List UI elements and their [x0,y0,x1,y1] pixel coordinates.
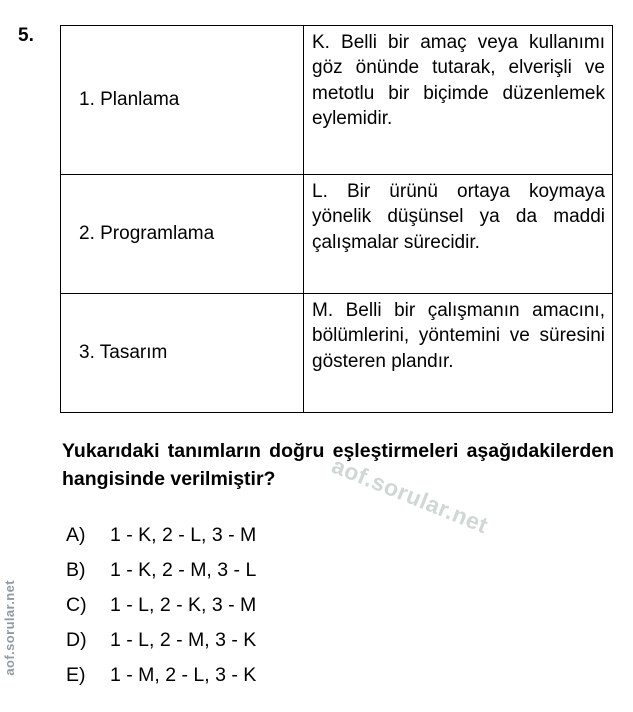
definition-text: M. Belli bir çalışmanın amacını, bölümlerini, yöntemini ve süresini gösteren plandır. [312,300,605,372]
option-text: 1 - L, 2 - K, 3 - M [110,594,257,616]
question-number: 5. [18,25,34,46]
answer-option-c[interactable] [66,588,486,623]
term-label: 3. Tasarım [79,342,168,364]
answer-option-d[interactable] [66,623,486,658]
option-letter: E) [66,664,86,686]
table-cell-definition [304,26,613,175]
table-row [61,175,613,294]
answer-option-e[interactable] [66,658,486,693]
term-label: 1. Planlama [79,89,180,111]
answer-option-b[interactable] [66,553,486,588]
question-prompt: Yukarıdaki tanımların doğru eşleştirmeleri aşağıdakilerden hangisinde verilmiştir? [62,440,614,490]
option-letter: D) [66,629,87,651]
definition-text: K. Belli bir amaç veya kullanımı göz önünde tutarak, elverişli ve metotlu bir biçimde düzenlemek eylemidir. [312,32,605,129]
term-label: 2. Programlama [79,223,215,245]
option-letter: A) [66,524,86,546]
answer-options [66,518,486,693]
option-text: 1 - L, 2 - M, 3 - K [110,629,257,651]
table-cell-definition [304,294,613,413]
option-letter: C) [66,594,87,616]
table-cell-term [61,175,304,294]
table-row [61,26,613,175]
table-row [61,294,613,413]
table-cell-term [61,294,304,413]
watermark-vertical: aof.sorular.net [2,580,17,676]
option-text: 1 - K, 2 - L, 3 - M [110,524,257,546]
definition-text: L. Bir ürünü ortaya koymaya yönelik düşünsel ya da maddi çalışmalar sürecidir. [312,181,605,253]
answer-option-a[interactable] [66,518,486,553]
option-text: 1 - M, 2 - L, 3 - K [110,664,257,686]
table-cell-definition [304,175,613,294]
option-text: 1 - K, 2 - M, 3 - L [110,559,257,581]
watermark-diagonal: aof.sorular.net [328,452,492,539]
option-letter: B) [66,559,86,581]
table-cell-term [61,26,304,175]
matching-table [60,25,613,413]
